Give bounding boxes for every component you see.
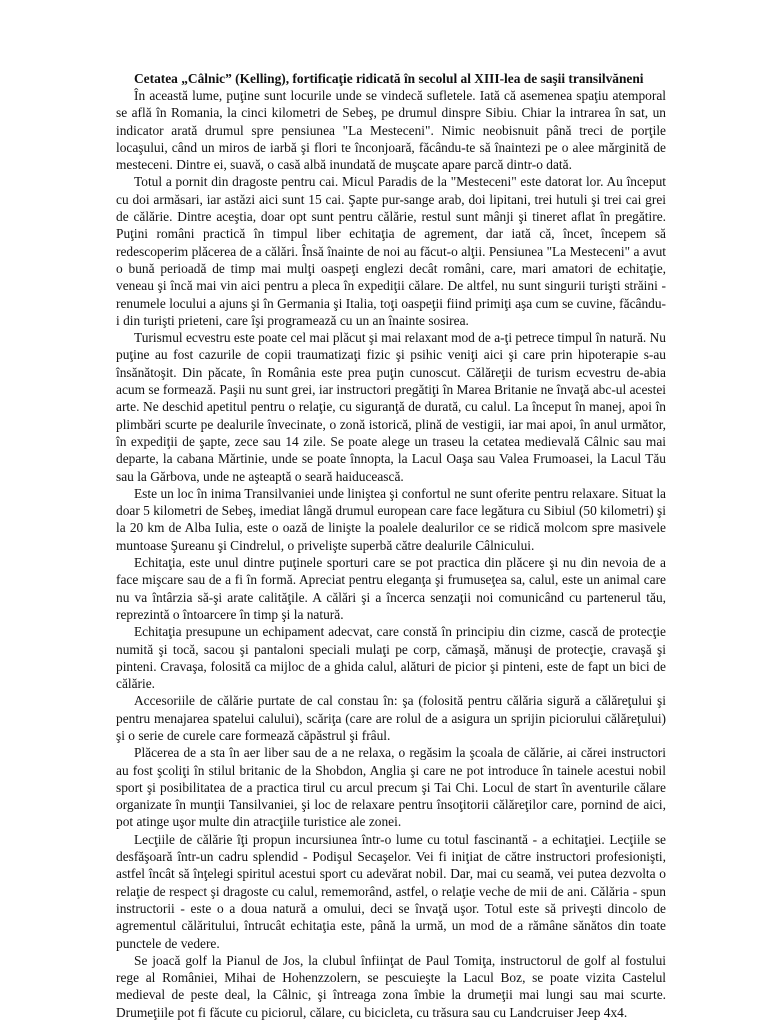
paragraph-accessories: Accesoriile de călărie purtate de cal constau în: şa (folosită pentru călăria sigură a călăreţului şi pentru menajarea spatelui calului), scăriţa (care are rolul de a asigura un sprijin piciorului călăreţului) şi o serie de curele care formează căpăstrul şi frâul. bbox=[116, 693, 666, 743]
paragraph-equestrian-tourism: Turismul ecvestru este poate cel mai plăcut şi mai relaxant mod de a-ţi petrece timpul în natură. Nu puţine au fost cazurile de copii traumatizaţi fizic şi psihic veniţi aici şi care prin hipoterapie s-au însănătoşit. Din păcate, în România este prea puţin cunoscut. Călăreţii de turism ecvestru de-abia acum se formează. Paşii nu sunt grei, iar instructori pregătiţi în Marea Britanie ne învaţă abc-ul acestei arte. Ne deschid apetitul pentru o relaţie, cu siguranţă de durată, cu calul. La început în manej, apoi în plimbări scurte pe dealurile învecinate, o zonă istorică, plină de vestigii, iar mai apoi, în anul următor, în expediţii de şapte, zece sau 14 zile. Se poate alege un traseu la cetatea medievală Câlnic sau mai departe, la cabana Mărtinie, unde se poate înnopta, la Lacul Oaşa sau Valea Frumoasei, la Lacul Tău sau la Gărbova, unde ne aşteaptă o seară haiducească. bbox=[116, 330, 666, 484]
paragraph-riding-sport: Echitaţia, este unul dintre puţinele sporturi care se pot practica din plăcere şi nu din nevoia de a face mişcare sau de a fi în formă. Apreciat pentru eleganţa şi frumuseţea sa, calul, este un animal care nu va întârzia să-şi arate calităţile. A călări şi a încerca senzaţii noi comunicând cu partenerul tău, reprezintă o întoarcere în timp şi la natură. bbox=[116, 555, 666, 622]
paragraph-lessons: Lecţiile de călărie îţi propun incursiunea într-o lume cu totul fascinantă - a echitaţiei. Lecţiile se desfăşoară într-un cadru splendid - Podişul Secaşelor. Vei fi iniţiat de către instructori profesionişti, astfel încât să înţelegi spiritul acestui sport cu adevărat nobil. Dar, mai cu seamă, vei putea dezvolta o relaţie de respect şi dragoste cu calul, rememorând, astfel, o relaţie veche de mii de ani. Călăria - spun instructorii - este o a doua natură a omului, deci se învaţă uşor. Totul este să priveşti dincolo de agrementul călăritului, întrucât echitaţia este, până la urmă, un mod de a rămâne sănătos din toate punctele de vedere. bbox=[116, 831, 666, 951]
paragraph-history: Totul a pornit din dragoste pentru cai. Micul Paradis de la "Mesteceni" este datorat lor. Au început cu doi armăsari, iar astăzi aici sunt 15 cai. Şapte pur-sange arab, doi lipitani, trei hutuli şi trei cai grei de călărie. Dintre aceştia, doar opt sunt pentru călărie, restul sunt mânji şi tineret aflat în pregătire. Puţini români practică în timpul liber echitaţia de agrement, dar iată că, încet, începem să redescoperim plăcerea de a călări. Însă înainte de noi au făcut-o alţii. Pensiunea "La Mesteceni" a avut o bună perioadă de timp mai mulţi oaspeţi englezi decât români, care, mari amatori de echitaţie, veneau şi încă mai vin aici pentru a pleca în expediţii călare. De altfel, nu sunt singurii turişti străini - renumele locului a ajuns şi în Germania şi Italia, toţi oaspeţii fiind primiţi aşa cum se cuvine, făcându-i din turişti prieteni, care îşi programează cu un an înainte sosirea. bbox=[116, 174, 666, 328]
paragraph-intro: În această lume, puţine sunt locurile unde se vindecă sufletele. Iată că asemenea spaţiu atemporal se află în Romania, la cinci kilometri de Sebeş, pe drumul dinspre Sibiu. Chiar la intrarea în sat, un indicator arată drumul spre pensiunea "La Mesteceni". Nimic neobisnuit până treci de porţile locaşului, când un miros de iarbă şi flori te înconjoară, făcându-te să înaintezi pe o alee mărginită de mesteceni. Dintre ei, suavă, o casă albă inundată de muşcate apare parcă dintr-o dată. bbox=[116, 88, 666, 173]
paragraph-equipment: Echitaţia presupune un echipament adecvat, care constă în principiu din cizme, cască de protecţie numită şi tocă, sacou şi pantaloni speciali mulaţi pe corp, cămaşă, mănuşi de protecţie, cravaşă şi pinteni. Cravaşa, folosită ca mijloc de a ghida calul, alături de picior şi pinteni, este de fapt un bici de călărie. bbox=[116, 624, 666, 692]
paragraph-location: Este un loc în inima Transilvaniei unde liniştea şi confortul ne sunt oferite pentru relaxare. Situat la doar 5 kilometri de Sebeş, imediat lângă drumul european care face legătura cu Sibiul (50 kilometri) şi la 20 km de Alba Iulia, este o oază de linişte la poalele dealurilor ce se ridică molcom spre masivele muntoase Şureanu şi Cindrelul, o privelişte superbă către dealurile Câlnicului. bbox=[116, 485, 666, 553]
paragraph-activities: Se joacă golf la Pianul de Jos, la clubul înfiinţat de Paul Tomiţa, instructorul de golf al fostului rege al României, Mihai de Hohenzzolern, se pescuieşte la Lacul Boz, se poate vizita Castelul medieval de peste deal, la Câlnic, şi întreaga zona îmbie la drumeţii mai lungi sau mai scurte. Drumeţiile pot fi făcute cu piciorul, călare, cu bicicleta, cu trăsura sau cu Landcruiser Jeep 4x4. bbox=[116, 952, 666, 1020]
paragraph-riding-school: Plăcerea de a sta în aer liber sau de a ne relaxa, o regăsim la şcoala de călărie, ai cărei instructori au fost şcoliţi în stilul britanic de la Shobdon, Anglia şi care ne pot introduce în tainele acestui nobil sport şi posibilitatea de a practica tirul cu arcul precum şi Tai Chi. Locul de start în aventurile călare organizate în munţii Tansilvaniei, şi loc de relaxare pentru însoţitorii călăreţilor care, pornind de aici, pot atinge uşor multe din atracţiile turistice ale zonei. bbox=[116, 745, 666, 830]
document-title: Cetatea „Câlnic” (Kelling), fortificaţie ridicată în secolul al XIII-lea de saşii transilvăneni bbox=[134, 71, 644, 86]
